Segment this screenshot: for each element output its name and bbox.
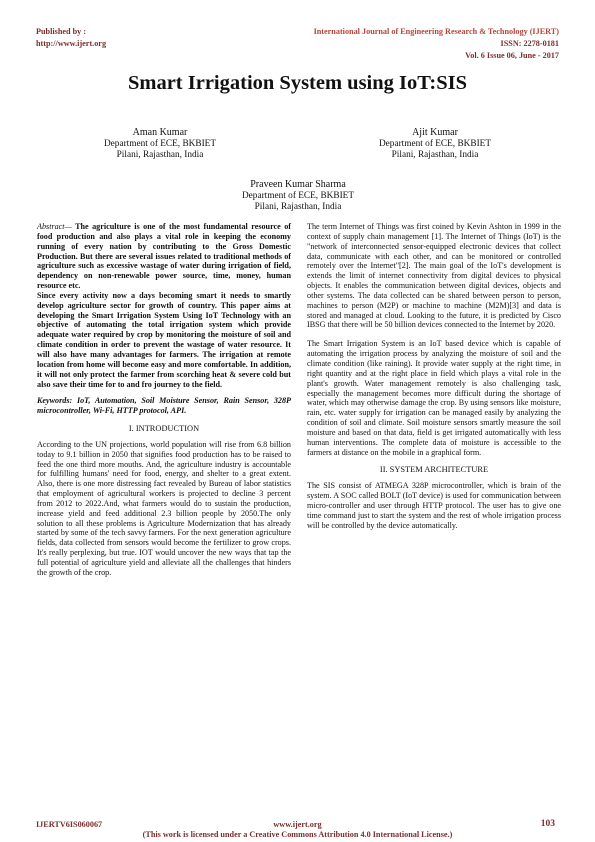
author-dept: Department of ECE, BKBIET bbox=[241, 190, 355, 201]
license-note: (This work is licensed under a Creative Commons Attribution 4.0 International License.) bbox=[142, 830, 453, 839]
abstract-paragraph bbox=[37, 222, 291, 291]
volume-issue: Vol. 6 Issue 06, June - 2017 bbox=[465, 51, 559, 60]
page-number: 103 bbox=[540, 819, 555, 829]
author-block bbox=[335, 127, 535, 162]
author-dept: Department of ECE, BKBIET bbox=[103, 138, 217, 149]
section-heading-introduction: I. INTRODUCTION bbox=[128, 424, 200, 434]
section-heading-architecture: II. SYSTEM ARCHITECTURE bbox=[379, 465, 489, 475]
intro-paragraph-3: The Smart Irrigation System is an IoT based device which is capable of automating the irrigation process by analyzing the moisture of soil and the climate condition (like raining). It provide water supply at the right time, in right quantity and at the right place in field which plays a vital role in the plant's growth. Water management remotely is also challenging task, especially the management becomes more difficult during the shortage of water, which may otherwise damage the crop. By using sensors like moisture, rain, etc. water supply for irrigation can be managed easily by analyzing the condition of soil and climate. Soil moisture sensors smartly measure the soil moisture and based on that data, field is get irrigated automatically with less human interventions. The complete data of moisture is accessible to the farmers at distance on the mobile in a graphical form. bbox=[307, 339, 561, 457]
published-by: Published by : bbox=[36, 27, 87, 36]
author-dept: Department of ECE, BKBIET bbox=[378, 138, 492, 149]
author-place: Pilani, Rajasthan, India bbox=[391, 150, 479, 160]
author-block bbox=[198, 179, 398, 214]
abstract-text: The agriculture is one of the most fundamental resource of food production and also plays a vital role in keeping the economy running of every nation by contributing to the Gross Domestic Production. But there are several issues related to traditional methods of agriculture such as excessive wastage of water during irrigation of field, dependency on non-renewable power source, time, money, human resource etc. bbox=[37, 222, 291, 291]
author-name: Praveen Kumar Sharma bbox=[250, 179, 346, 190]
abstract-paragraph-2: Since every activity now a days becoming smart it needs to smartly develop agriculture sector for growth of country. This paper aims at developing the Smart Irrigation System Using IoT Technology with an objective of automating the total irrigation system which provide adequate water required by crop by monitoring the moisture of soil and climate condition in order to prevent the wastage of water resource. It will also have many advantages for farmers. The irrigation at remote location from home will become easy and more comfortable. In addition, it will not only protect the farmer from scorching heat & severe cold but also save their time for to and fro journey to the field. bbox=[37, 290, 291, 389]
author-place: Pilani, Rajasthan, India bbox=[254, 202, 342, 212]
left-column bbox=[37, 222, 291, 578]
abstract-label: Abstract— bbox=[37, 222, 72, 231]
journal-url-link[interactable]: http://www.ijert.org bbox=[36, 39, 107, 48]
header-right bbox=[314, 26, 559, 62]
architecture-paragraph-1: The SIS consist of ATMEGA 328P microcontroller, which is brain of the system. A SOC called BOLT (IoT device) is used for communication between micro-controller and user through HTTP protocol. The user has to give one time command just to start the system and the rest of whole irrigation process will be controlled by the device automatically. bbox=[307, 481, 561, 530]
intro-paragraph-1: According to the UN projections, world population will rise from 6.8 billion today to 9.1 billion in 2050 that signifies food production has to be raised to feed the one third more mouths. And, the agriculture industry is accountable for fulfilling humans' need for food, energy, and shelter to a great extent. Also, there is one more distressing fact revealed by Bureau of labor statistics that employment of agricultural workers is projected to decline 3 percent from 2012 to 2022.And, what farmers would do to sustain the production, increase yield and feed additional 2.3 billion people by 2050.The only solution to all these problems is Agriculture Modernization that has already started by some of the tech savvy farmers. For the next generation agriculture fields, data collected from sensors would become the fertilizer to grow crops. It's really perplexing, but true. IOT would uncover the new ways that tap the full potential of agriculture yield and alleviate all the challenges that hinders the growth of the crop. bbox=[37, 439, 291, 577]
author-name: Ajit Kumar bbox=[412, 127, 458, 138]
issn: ISSN: 2278-0181 bbox=[500, 39, 559, 48]
paper-id: IJERTV6IS060067 bbox=[36, 820, 103, 829]
intro-paragraph-2: The term Internet of Things was first coined by Kevin Ashton in 1999 in the context of supply chain management [1]. The Internet of Things (IoT) is the "network of interconnected sensor-equipped electronic devices that collect data, communicate with each other, and can be monitored or controlled remotely over the Internet"[2]. The main goal of the IoT's development is extends the limit of internet connectivity from digital devices to physical objects. It enables the communication between digital devices, objects and other systems. The data collected can be shared between person to person, machines to person (M2P) or machine to machine (M2M)[3] and data is stored and managed at cloud. Looking to the future, it is predicted by Cisco IBSG that there will be 50 billion devices connected to the Internet by 2020. bbox=[307, 222, 561, 330]
author-name: Aman Kumar bbox=[132, 127, 188, 138]
journal-name: International Journal of Engineering Research & Technology (IJERT) bbox=[313, 27, 559, 36]
keywords: Keywords: IoT, Automation, Soil Moisture Sensor, Rain Sensor, 328P microcontroller, Wi-Fi, HTTP protocol, API. bbox=[37, 396, 291, 416]
footer-url-link[interactable]: www.ijert.org bbox=[273, 820, 322, 829]
header-left bbox=[36, 26, 106, 50]
author-place: Pilani, Rajasthan, India bbox=[116, 150, 204, 160]
right-column bbox=[307, 222, 561, 530]
paper-title: Smart Irrigation System using IoT:SIS bbox=[127, 72, 468, 94]
author-block bbox=[60, 127, 260, 162]
